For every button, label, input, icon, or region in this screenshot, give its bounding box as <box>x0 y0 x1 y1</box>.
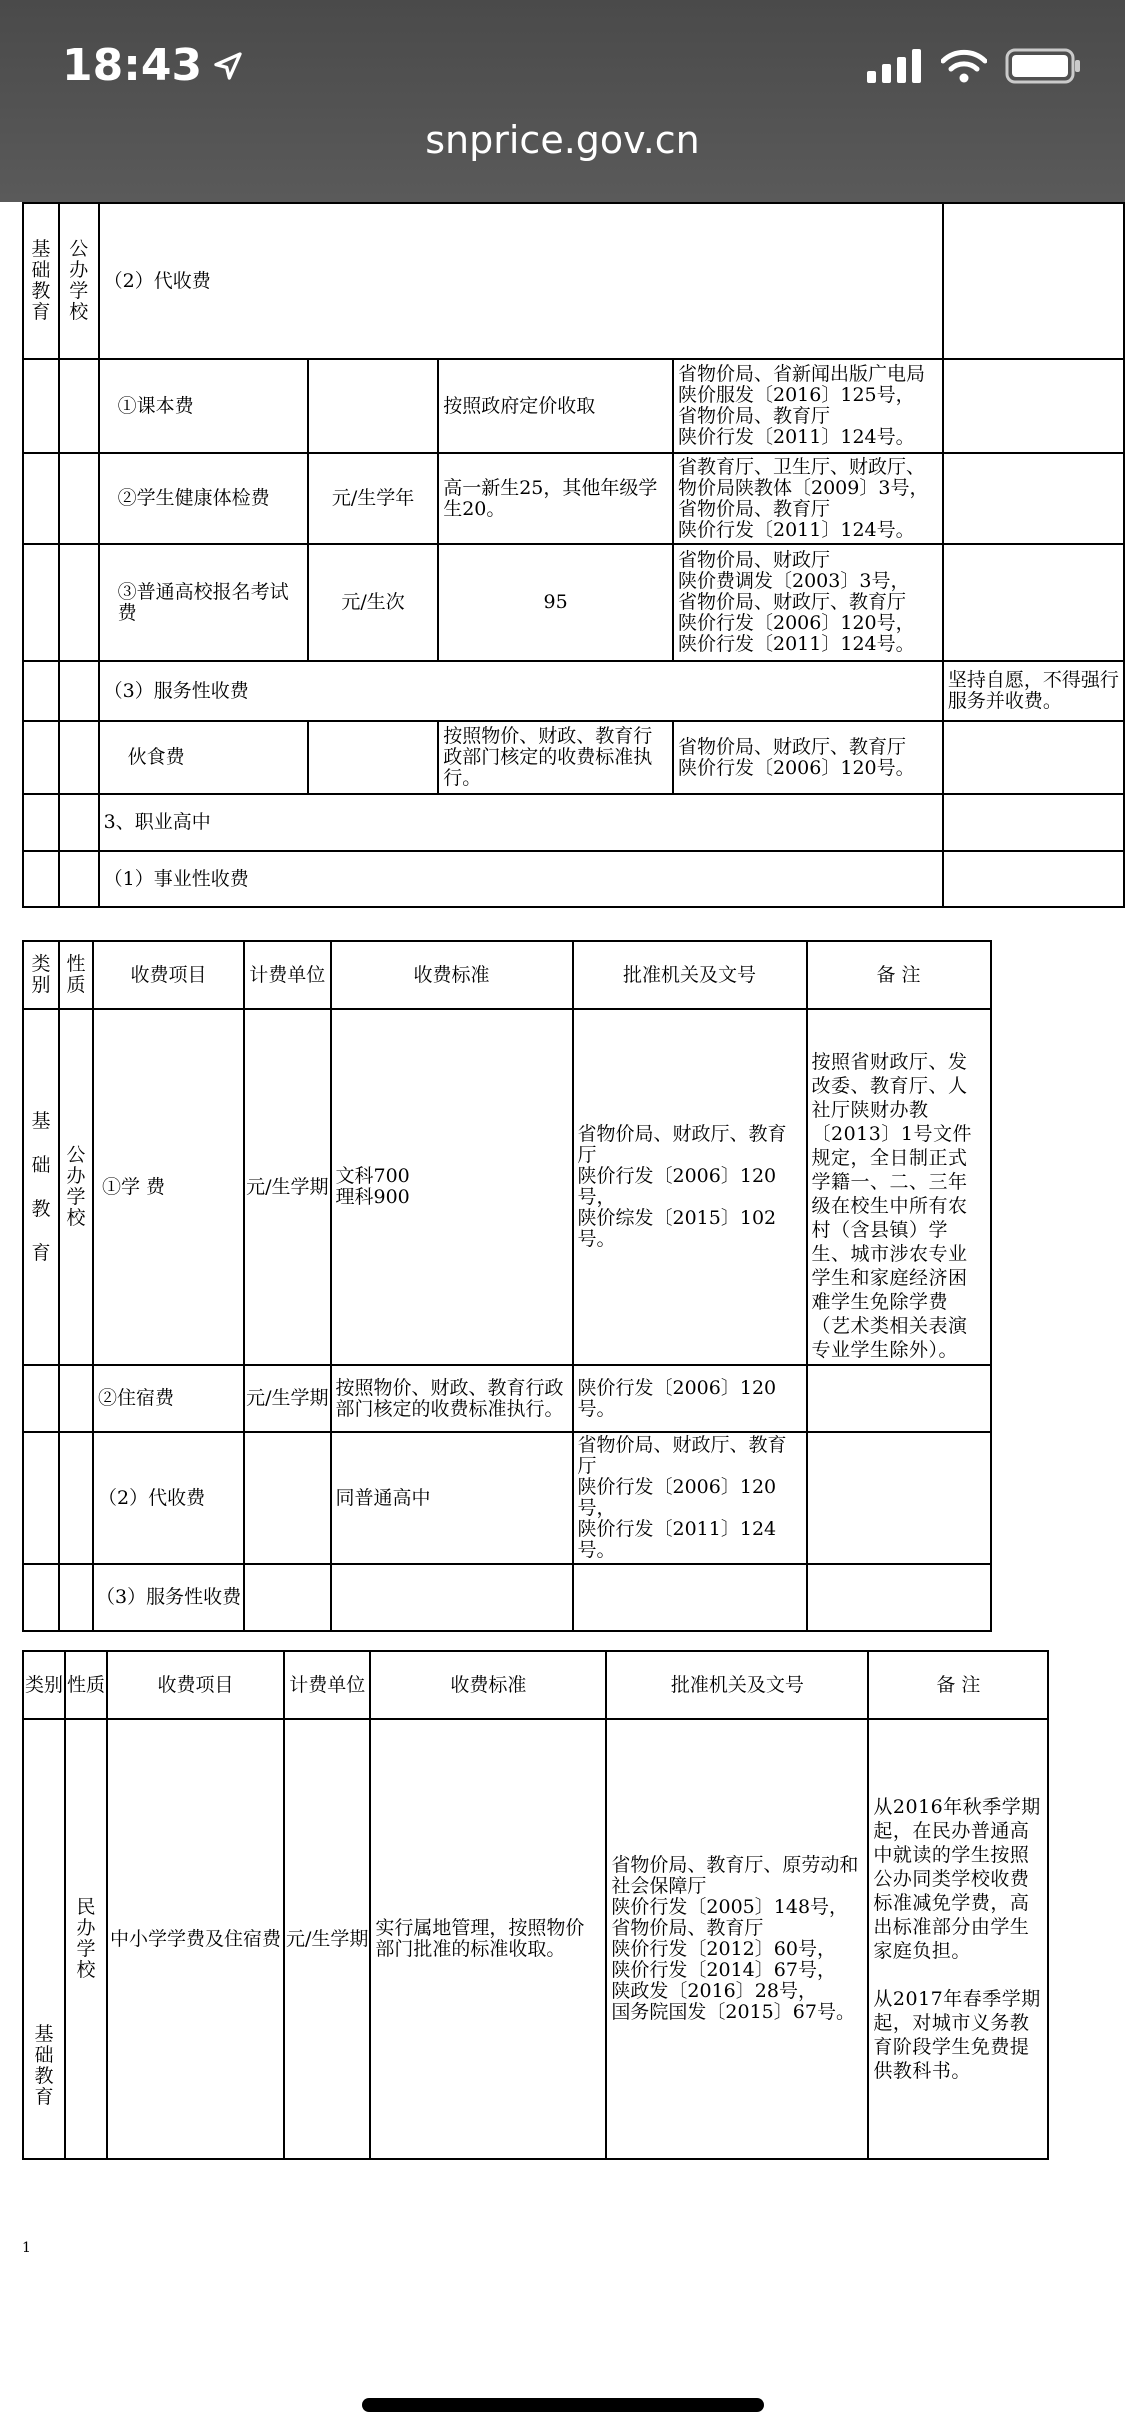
authority-cell: 省物价局、教育厅、原劳动和社会保障厅 陕价行发〔2005〕148号， 省物价局、教育厅 陕价行发〔2012〕60号， 陕价行发〔2014〕67号， 陕政发〔2016〕28号， 国务院国发〔2015〕67号。 <box>606 1719 868 2159</box>
header-authority: 批准机关及文号 <box>573 941 807 1009</box>
section-heading: 3、职业高中 <box>99 794 943 851</box>
standard-cell: 95 <box>438 544 673 661</box>
item-cell: （2）代收费 <box>99 203 943 359</box>
remark-cell: 坚持自愿，不得强行 服务并收费。 <box>943 661 1124 721</box>
standard-cell: 实行属地管理，按照物价部门批准的标准收取。 <box>370 1719 606 2159</box>
location-arrow-icon <box>212 50 244 82</box>
header-authority: 批准机关及文号 <box>606 1651 868 1719</box>
clock <box>62 40 244 91</box>
standard-cell: 按照物价、财政、教育行政部门核定的收费标准执行。 <box>331 1365 573 1432</box>
header-unit: 计费单位 <box>284 1651 370 1719</box>
vocational-fee-table <box>22 940 992 1632</box>
cellular-signal-icon <box>867 49 923 83</box>
standard-cell: 文科700 理科900 <box>331 1009 573 1365</box>
nature-cell: 公 办 学 校 <box>59 1009 93 1365</box>
item-cell: （1）事业性收费 <box>99 851 943 907</box>
unit-cell: 元/生学期 <box>244 1009 330 1365</box>
authority-cell: 省教育厅、卫生厅、财政厅、物价局陕教体〔2009〕3号， 省物价局、教育厅 陕价行发〔2011〕124号。 <box>673 453 943 544</box>
unit-cell: 元/生学期 <box>284 1719 370 2159</box>
category-cell: 基 础 教 育 <box>23 1719 65 2159</box>
item-cell: ③普通高校报名考试费 <box>99 544 308 661</box>
item-cell: ②住宿费 <box>93 1365 244 1432</box>
header-standard: 收费标准 <box>331 941 573 1009</box>
remark-cell <box>943 203 1124 359</box>
standard-cell: 高一新生25，其他年级学生20。 <box>438 453 673 544</box>
category-cell: 基 础 教 育 <box>23 203 59 359</box>
authority-cell: 陕价行发〔2006〕120号。 <box>573 1365 807 1432</box>
item-cell: （2）代收费 <box>93 1432 244 1564</box>
private-school-fee-table <box>22 1650 1049 2160</box>
item-cell: ①学 费 <box>93 1009 244 1365</box>
remark-cell: 按照省财政厅、发改委、教育厅、人社厅陕财办教〔2013〕1号文件规定，全日制正式学籍一、二、三年级在校生中所有农村（含县镇）学生、城市涉农专业学生和家庭经济困难学生免除学费（艺术类相关表演专业学生除外）。 <box>807 1009 991 1365</box>
item-cell: （3）服务性收费 <box>93 1564 244 1631</box>
header-category: 类别 <box>23 1651 65 1719</box>
page-number: 1 <box>22 2240 31 2256</box>
authority-cell: 省物价局、省新闻出版广电局 陕价服发〔2016〕125号， 省物价局、教育厅 陕价行发〔2011〕124号。 <box>673 359 943 453</box>
battery-icon <box>1005 48 1081 84</box>
standard-cell: 按照政府定价收取 <box>438 359 673 453</box>
authority-cell: 省物价局、财政厅 陕价费调发〔2003〕3号， 省物价局、财政厅、教育厅 陕价行发〔2006〕120号， 陕价行发〔2011〕124号。 <box>673 544 943 661</box>
header-remark: 备 注 <box>868 1651 1048 1719</box>
header-item: 收费项目 <box>93 941 244 1009</box>
item-cell: ②学生健康体检费 <box>99 453 308 544</box>
unit-cell: 元/生学期 <box>244 1365 330 1432</box>
nature-cell: 公 办 学 校 <box>59 203 99 359</box>
header-unit: 计费单位 <box>244 941 330 1009</box>
header-remark: 备 注 <box>807 941 991 1009</box>
wifi-icon <box>941 49 987 83</box>
unit-cell: 元/生学年 <box>308 453 438 544</box>
clock-time: 18:43 <box>62 40 203 91</box>
home-indicator[interactable] <box>362 2398 764 2412</box>
standard-cell: 同普通高中 <box>331 1432 573 1564</box>
standard-cell: 按照物价、财政、教育行政部门核定的收费标准执行。 <box>438 721 673 794</box>
item-cell: ①课本费 <box>99 359 308 453</box>
nature-cell: 民 办 学 校 <box>65 1719 107 2159</box>
authority-cell: 省物价局、财政厅、教育厅 陕价行发〔2006〕120号， 陕价行发〔2011〕124号。 <box>573 1432 807 1564</box>
fee-table-continued <box>22 202 1125 908</box>
authority-cell: 省物价局、财政厅、教育厅 陕价行发〔2006〕120号。 <box>673 721 943 794</box>
header-category: 类别 <box>23 941 59 1009</box>
authority-cell: 省物价局、财政厅、教育厅 陕价行发〔2006〕120号， 陕价综发〔2015〕102号。 <box>573 1009 807 1365</box>
header-nature: 性质 <box>65 1651 107 1719</box>
unit-cell: 元/生次 <box>308 544 438 661</box>
browser-status-bar <box>0 0 1125 202</box>
header-nature: 性质 <box>59 941 93 1009</box>
remark-cell: 从2016年秋季学期起，在民办普通高中就读的学生按照公办同类学校收费标准减免学费，高出标准部分由学生家庭负担。 从2017年春季学期起，对城市义务教育阶段学生免费提供教科书。 <box>868 1719 1048 2159</box>
header-standard: 收费标准 <box>370 1651 606 1719</box>
item-cell: 伙食费 <box>99 721 308 794</box>
address-bar-url[interactable]: snprice.gov.cn <box>425 118 700 162</box>
item-cell: 中小学学费及住宿费 <box>107 1719 284 2159</box>
category-cell: 基 础 教 育 <box>23 1009 59 1365</box>
header-item: 收费项目 <box>107 1651 284 1719</box>
item-cell: （3）服务性收费 <box>99 661 943 721</box>
status-icons <box>867 48 1081 84</box>
